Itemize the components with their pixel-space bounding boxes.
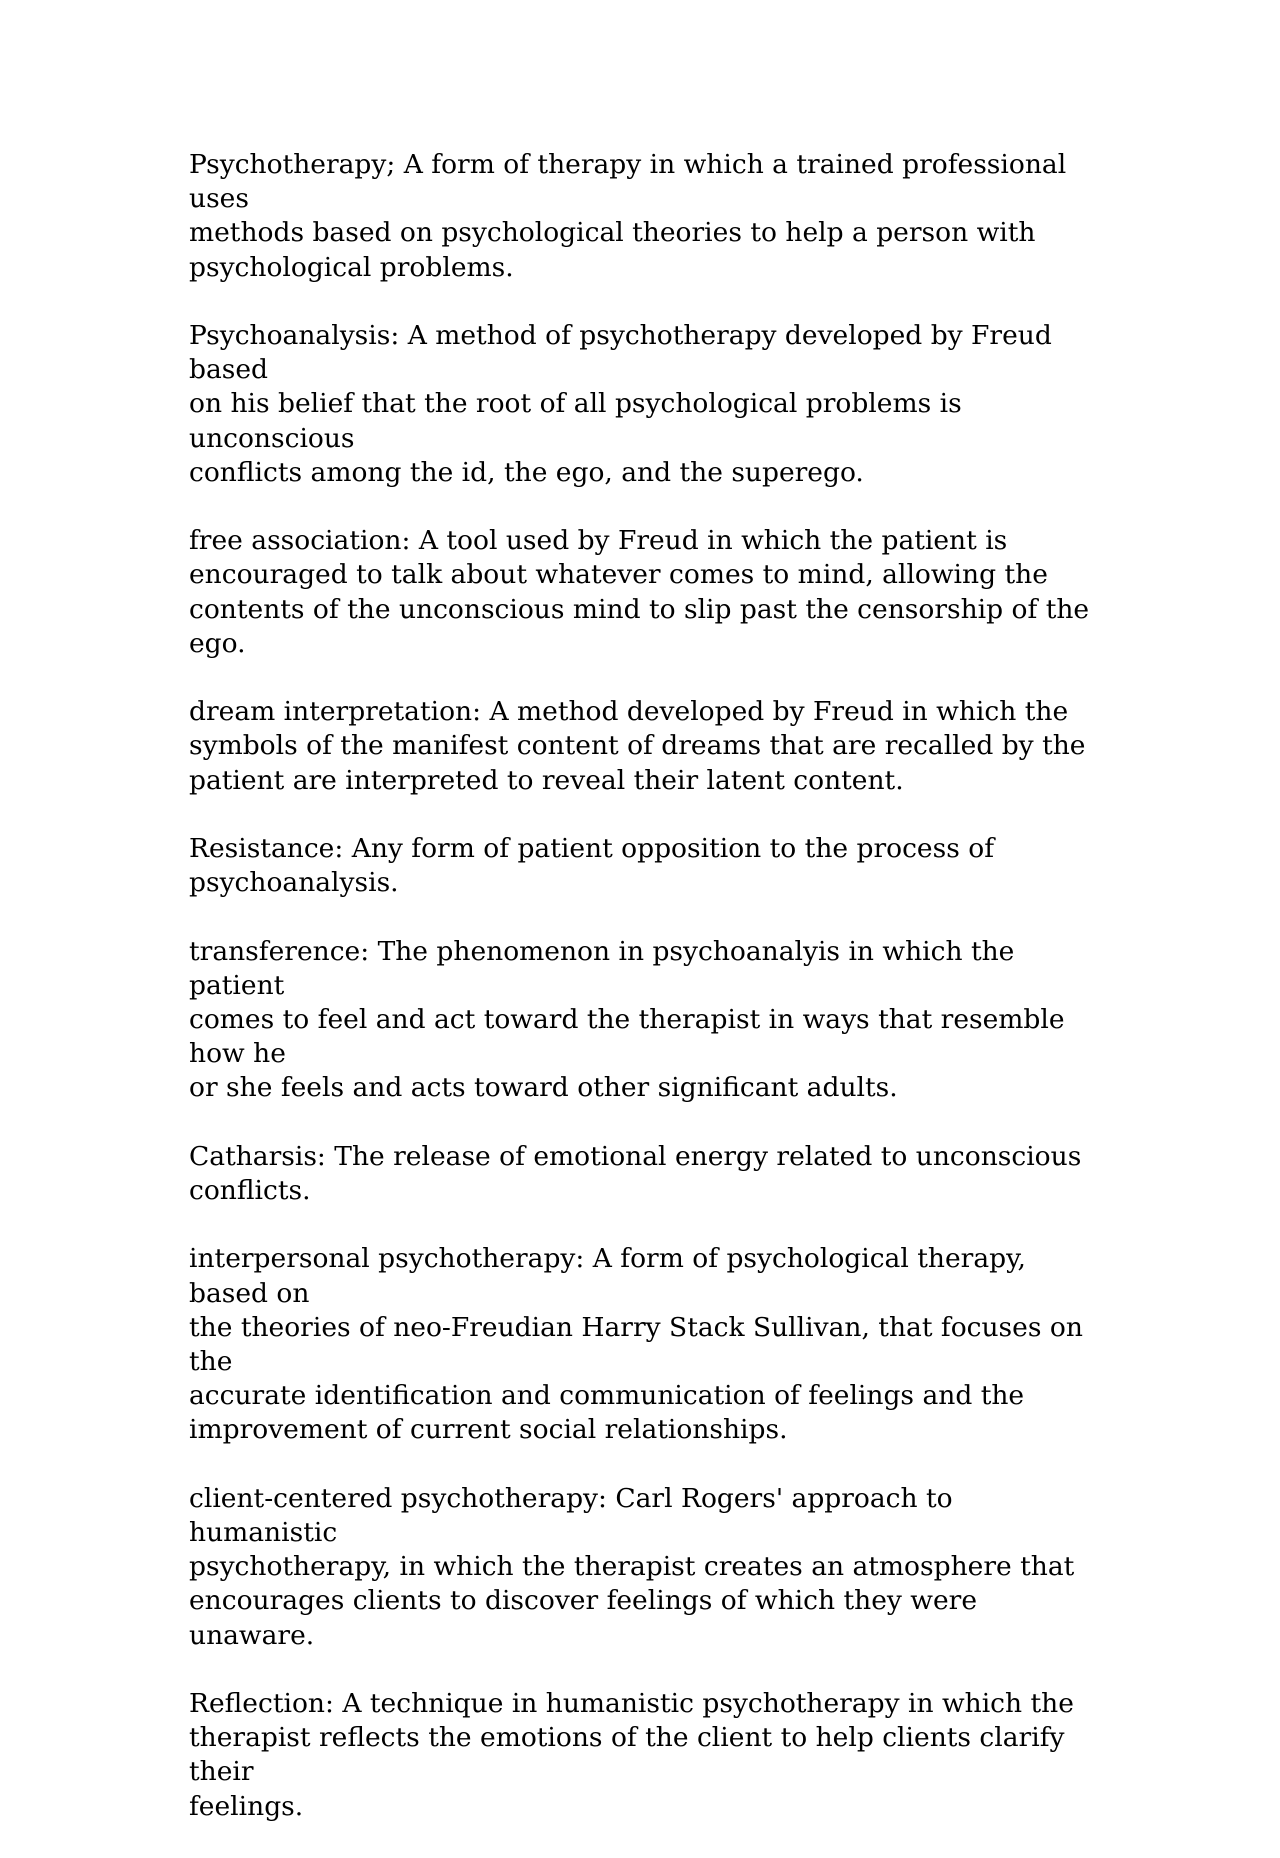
definitions-list	[189, 148, 1109, 1858]
definition-dream-interpretation: dream interpretation: A method developed by Freud in which the symbols of the manifest content of dreams that are recalled by the patient are interpreted to reveal their latent content.	[189, 696, 1086, 796]
definition-psychoanalysis: Psychoanalysis: A method of psychotherapy developed by Freud based on his belief that the root of all psychological problems is unconscious conflicts among the id, the ego, and the superego.	[189, 320, 1052, 488]
definition-transference: transference: The phenomenon in psychoanalyis in which the patient comes to feel and act toward the therapist in ways that resemble how he or she feels and acts toward other significant adults.	[189, 935, 1065, 1104]
definition-psychotherapy: Psychotherapy; A form of therapy in which a trained professional uses methods based on psychological theories to help a person with psychological problems.	[189, 149, 1067, 283]
definition-free-association: free association: A tool used by Freud in which the patient is encouraged to talk about whatever comes to mind, allowing the contents of the unconscious mind to slip past the censorship of the ego.	[189, 525, 1090, 659]
definition-client-centered-psychotherapy: client-centered psychotherapy: Carl Rogers' approach to humanistic psychotherapy, in which the therapist creates an atmosphere that encourages clients to discover feelings of which they were unaware.	[189, 1482, 1075, 1651]
definition-catharsis: Catharsis: The release of emotional energy related to unconscious conflicts.	[189, 1140, 1082, 1206]
definition-reflection: Reflection: A technique in humanistic psychotherapy in which the therapist reflects the emotions of the client to help clients clarify their feelings.	[189, 1688, 1074, 1822]
definition-resistance: Resistance: Any form of patient opposition to the process of psychoanalysis.	[189, 833, 995, 899]
definition-interpersonal-psychotherapy: interpersonal psychotherapy: A form of psychological therapy, based on the theories of neo-Freudian Harry Stack Sullivan, that focuses on the accurate identification and communication of feelings and the improvement of current social relationships.	[189, 1243, 1083, 1446]
